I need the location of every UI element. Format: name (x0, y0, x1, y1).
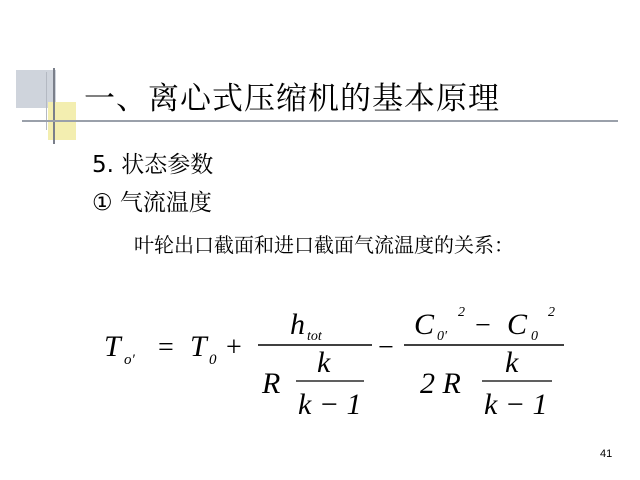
formula-t0-subscript: 0 (209, 352, 217, 368)
fraction2-inner-numerator-k: k (505, 346, 519, 379)
fraction1-numerator-subscript: tot (307, 329, 322, 344)
section-heading: 5. 状态参数 (92, 152, 214, 178)
formula-lhs-symbol: T (104, 330, 121, 363)
fraction2-c1: C (414, 308, 435, 341)
fraction1-numerator-h: h (290, 308, 305, 341)
formula-equals: = (158, 332, 174, 363)
slide-title: 一、离心式压缩机的基本原理 (84, 81, 500, 117)
formula-lhs-subscript: o′ (124, 352, 135, 368)
fraction2-c2-superscript: 2 (548, 305, 555, 320)
fraction2-c1-superscript: 2 (458, 305, 465, 320)
fraction2-c2-subscript: 0 (531, 329, 538, 344)
fraction2-denominator-2r: 2 R (420, 367, 461, 400)
fraction2-inner-denominator: k − 1 (484, 388, 548, 421)
fraction2-c2: C (507, 308, 528, 341)
fraction2-minus: − (475, 310, 491, 341)
formula-plus: + (226, 332, 242, 363)
fraction1-inner-numerator-k: k (317, 346, 331, 379)
fraction2-c1-subscript: 0′ (437, 329, 448, 344)
formula-t0-symbol: T (190, 330, 207, 363)
formula-minus: − (378, 332, 394, 363)
page-number: 41 (600, 448, 613, 460)
fraction1-inner-denominator: k − 1 (298, 388, 362, 421)
description-paragraph: 叶轮出口截面和进口截面气流温度的关系： (134, 233, 514, 257)
subsection-heading: ① 气流温度 (92, 190, 212, 216)
fraction1-denominator-r: R (262, 367, 281, 400)
